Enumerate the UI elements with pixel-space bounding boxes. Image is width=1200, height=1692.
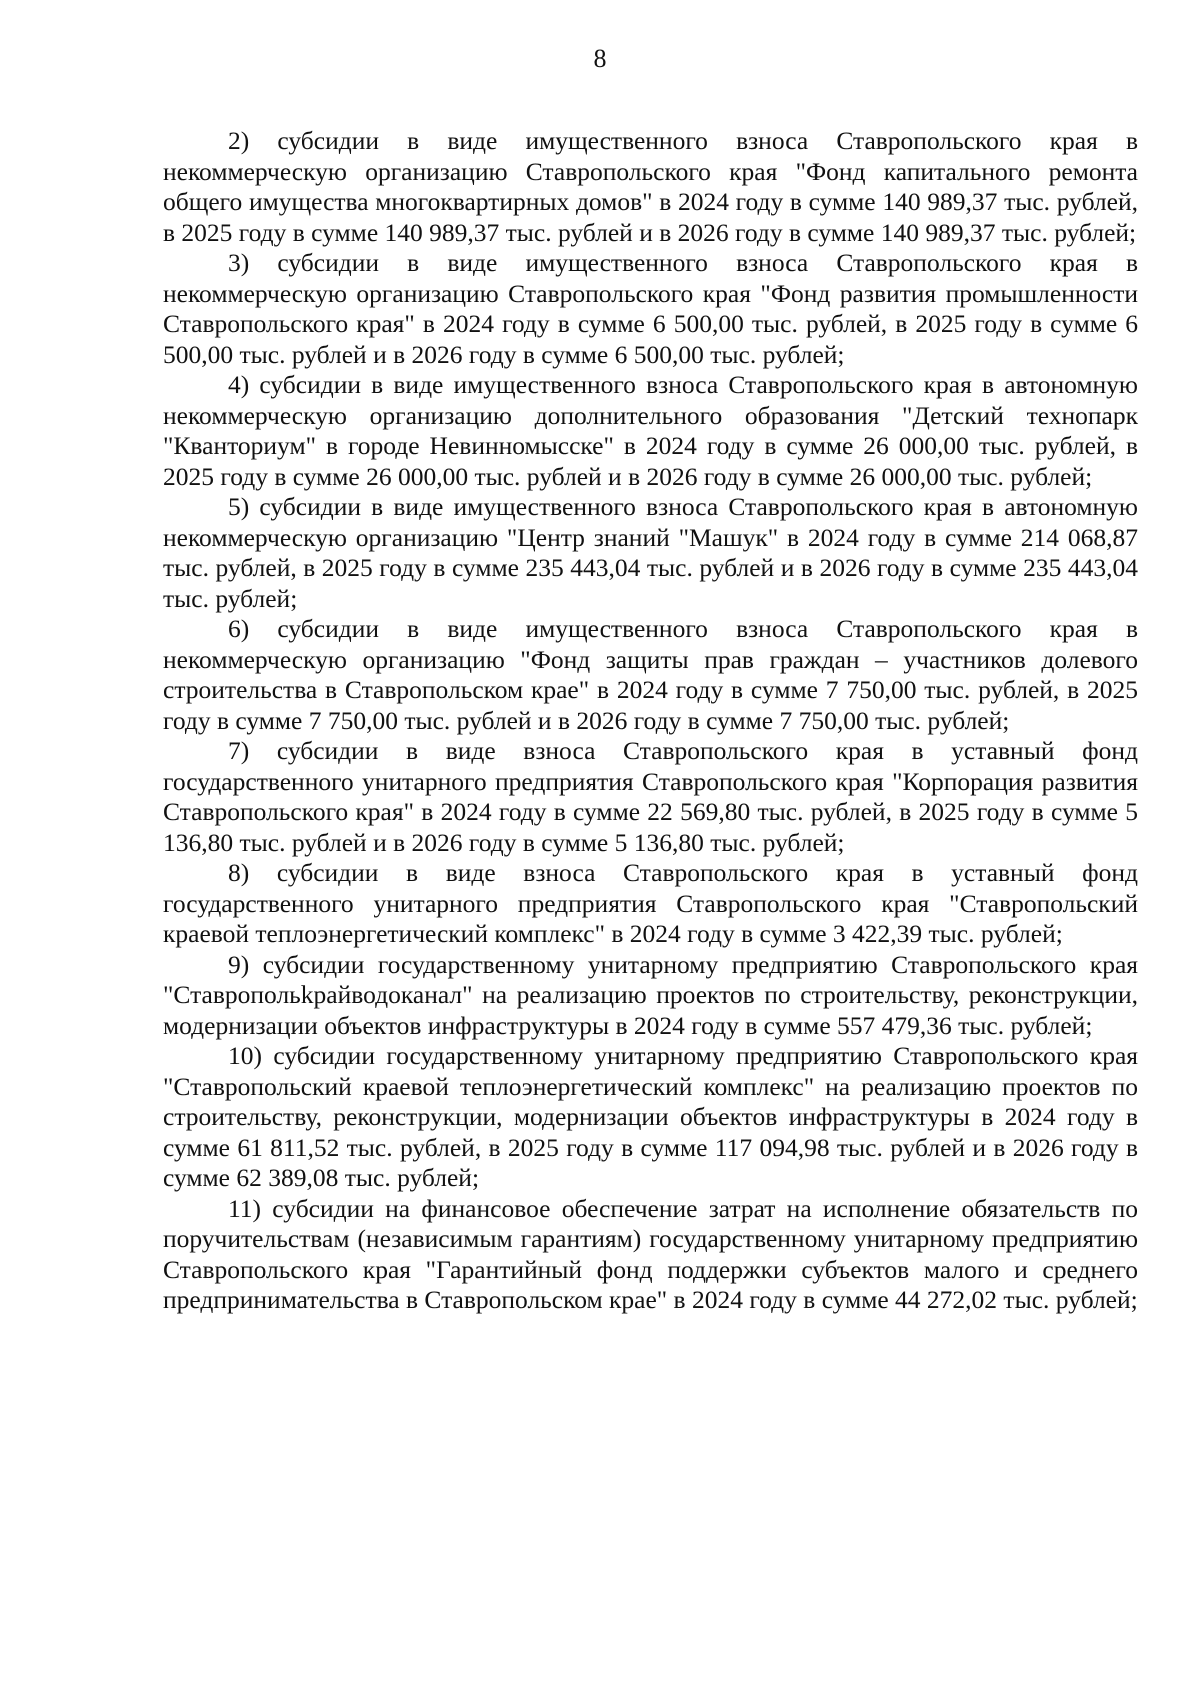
paragraph-item-10: 10) субсидии государственному унитарному предприятию Ставропольского края "Ставропольский краевой теплоэнергетический комплекс" на реализацию проектов по строительству, реконструкции, модернизации объектов инфраструктуры в 2024 году в сумме 61 811,52 тыс. рублей, в 2025 году в сумме 117 094,98 тыс. рублей и в 2026 году в сумме 62 389,08 тыс. рублей; [163, 1041, 1138, 1192]
paragraph-item-9: 9) субсидии государственному унитарному предприятию Ставропольского края "Ставропольkрайводоканал" на реализацию проектов по строительству, реконструкции, модернизации объектов инфраструктуры в 2024 году в сумме 557 479,36 тыс. рублей; [163, 949, 1138, 1040]
paragraph-item-6: 6) субсидии в виде имущественного взноса Ставропольского края в некоммерческую организацию "Фонд защиты прав граждан – участников долевого строительства в Ставропольском крае" в 2024 году в сумме 7 750,00 тыс. рублей, в 2025 году в сумме 7 750,00 тыс. рублей и в 2026 году в сумме 7 750,00 тыс. рублей; [163, 614, 1138, 735]
paragraph-item-4: 4) субсидии в виде имущественного взноса Ставропольского края в автономную некоммерческую организацию дополнительного образования "Детский технопарк "Кванториум" в городе Невинномысске" в 2024 году в сумме 26 000,00 тыс. рублей, в 2025 году в сумме 26 000,00 тыс. рублей и в 2026 году в сумме 26 000,00 тыс. рублей; [163, 370, 1138, 491]
paragraph-item-11: 11) субсидии на финансовое обеспечение затрат на исполнение обязательств по поручительствам (независимым гарантиям) государственному унитарному предприятию Ставропольского края "Гарантийный фонд поддержки субъектов малого и среднего предпринимательства в Ставропольском крае" в 2024 году в сумме 44 272,02 тыс. рублей; [163, 1193, 1138, 1314]
paragraph-item-8: 8) субсидии в виде взноса Ставропольского края в уставный фонд государственного унитарного предприятия Ставропольского края "Ставропольский краевой теплоэнергетический комплекс" в 2024 году в сумме 3 422,39 тыс. рублей; [163, 858, 1138, 948]
paragraph-item-5: 5) субсидии в виде имущественного взноса Ставропольского края в автономную некоммерческую организацию "Центр знаний "Машук" в 2024 году в сумме 214 068,87 тыс. рублей, в 2025 году в сумме 235 443,04 тыс. рублей и в 2026 году в сумме 235 443,04 тыс. рублей; [163, 492, 1138, 613]
paragraph-item-7: 7) субсидии в виде взноса Ставропольского края в уставный фонд государственного унитарного предприятия Ставропольского края "Корпорация развития Ставропольского края" в 2024 году в сумме 22 569,80 тыс. рублей, в 2025 году в сумме 5 136,80 тыс. рублей и в 2026 году в сумме 5 136,80 тыс. рублей; [163, 736, 1138, 857]
paragraph-item-3: 3) субсидии в виде имущественного взноса Ставропольского края в некоммерческую организацию Ставропольского края "Фонд развития промышленности Ставропольского края" в 2024 году в сумме 6 500,00 тыс. рублей, в 2025 году в сумме 6 500,00 тыс. рублей и в 2026 году в сумме 6 500,00 тыс. рублей; [163, 248, 1138, 369]
paragraph-item-2: 2) субсидии в виде имущественного взноса Ставропольского края в некоммерческую организацию Ставропольского края "Фонд капитального ремонта общего имущества многоквартирных домов" в 2024 году в сумме 140 989,37 тыс. рублей, в 2025 году в сумме 140 989,37 тыс. рублей и в 2026 году в сумме 140 989,37 тыс. рублей; [163, 126, 1138, 247]
document-body [163, 126, 1138, 1316]
page-number: 8 [593, 44, 607, 73]
